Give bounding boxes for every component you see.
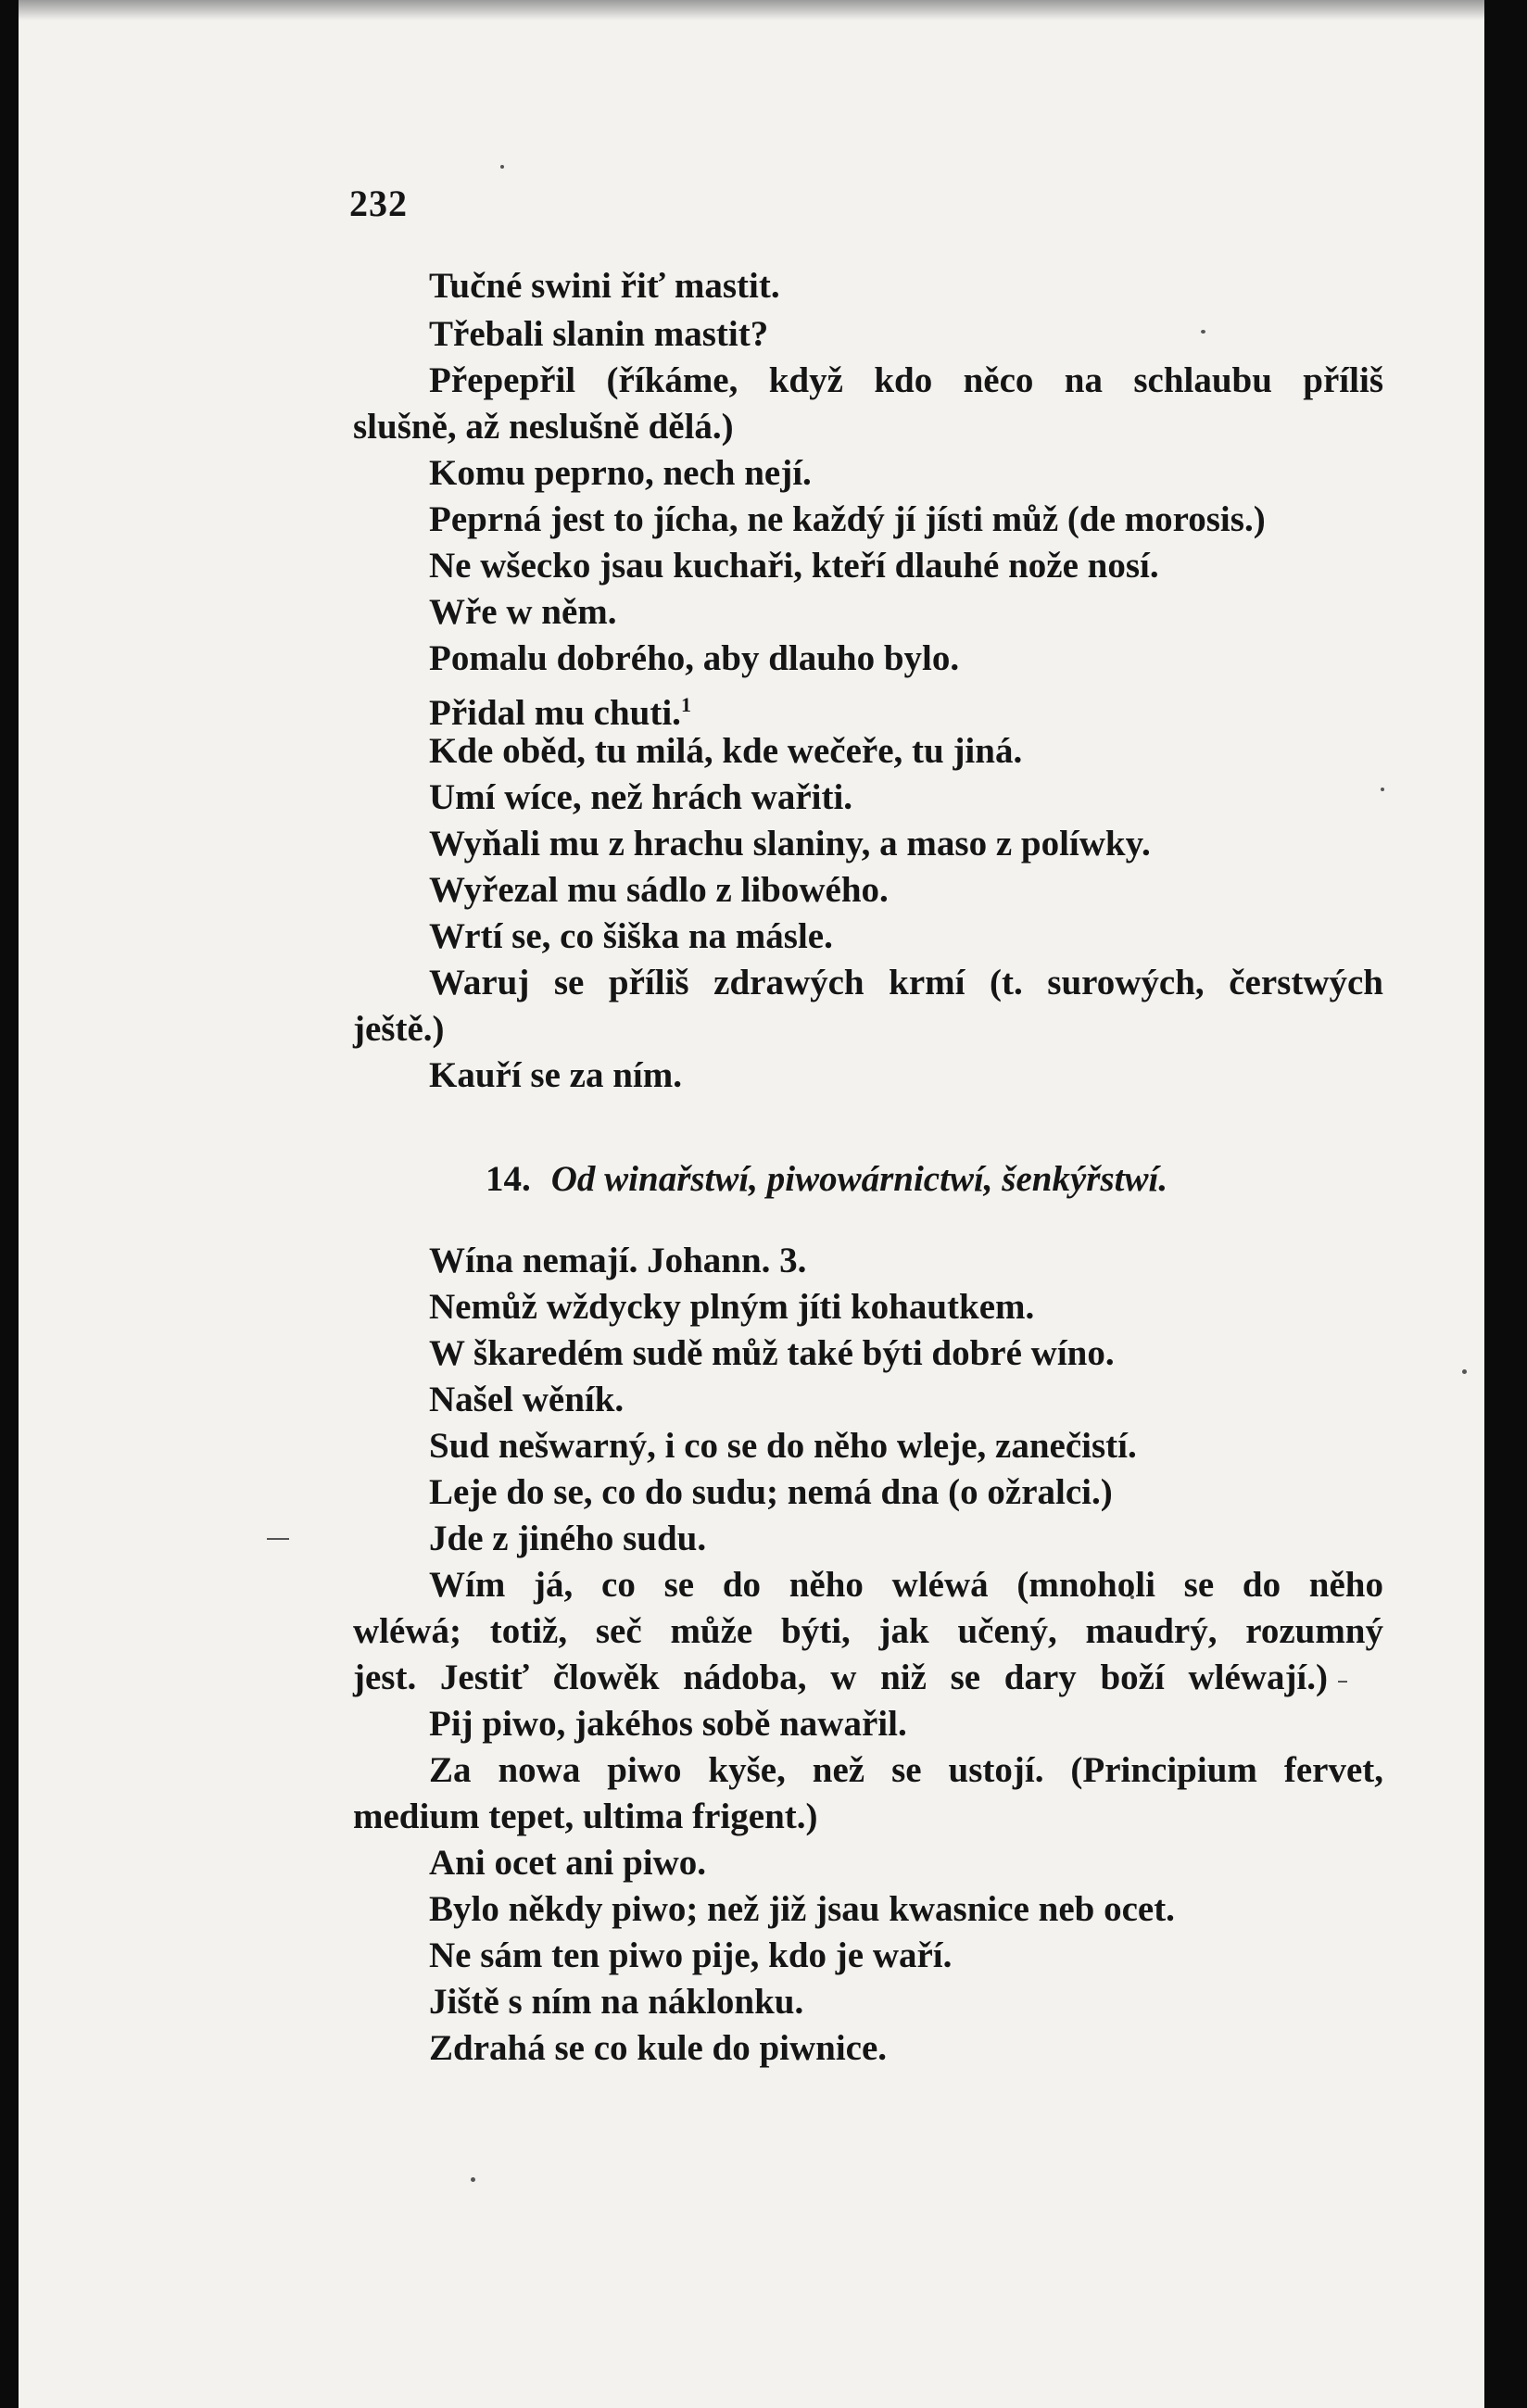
text-line: medium tepet, ultima frigent.) — [353, 1797, 818, 1836]
text-line: Wyřezal mu sádlo z libowého. — [429, 870, 889, 910]
text-line: Třebali slanin mastit? — [429, 314, 769, 354]
text-line: Za nowa piwo kyše, než se ustojí. (Principium fervet, — [429, 1750, 1383, 1790]
text-line: Umí wíce, než hrách wařiti. — [429, 777, 853, 817]
text-line: Bylo někdy piwo; než již jsau kwasnice neb ocet. — [429, 1889, 1175, 1929]
text-line: Pomalu dobrého, aby dlauho bylo. — [429, 638, 960, 678]
text-line: Leje do se, co do sudu; nemá dna (o ožralci.) — [429, 1472, 1113, 1512]
page-text — [19, 0, 1484, 2408]
text-line: Kauří se za ním. — [429, 1055, 682, 1095]
text-line: Ne wšecko jsau kuchaři, kteří dlauhé nože nosí. — [429, 546, 1159, 586]
text-line: ještě.) — [353, 1009, 445, 1049]
text-line: wléwá; totiž, seč může býti, jak učený, maudrý, rozumný — [353, 1611, 1383, 1651]
text-line: Přepepřil (říkáme, když kdo něco na schlaubu příliš — [429, 360, 1383, 400]
text-line: Wyňali mu z hrachu slaniny, a maso z políwky. — [429, 824, 1151, 864]
section-heading — [486, 1156, 1167, 1203]
text-line: Zdrahá se co kule do piwnice. — [429, 2028, 888, 2068]
page-number: 232 — [349, 183, 408, 224]
section-title: Od winařstwí, piwowárnictwí, šenkýřstwí. — [550, 1159, 1168, 1199]
text-line: slušně, až neslušně dělá.) — [353, 407, 734, 447]
text-line: Jiště s ním na náklonku. — [429, 1982, 804, 2022]
section-number: 14. — [486, 1159, 531, 1199]
text-line: Nemůž wždycky plným jíti kohautkem. — [429, 1287, 1035, 1327]
book-page — [19, 0, 1484, 2408]
text-line: Pij piwo, jakéhos sobě nawařil. — [429, 1704, 907, 1744]
text-line: Našel wěník. — [429, 1380, 625, 1419]
text-line: Wře w něm. — [429, 592, 617, 632]
text-line-body: Přidal mu chuti. — [429, 693, 681, 733]
text-line: Wím já, co se do něho wléwá (mnoholi se do něho — [429, 1565, 1383, 1605]
text-line: Komu peprno, nech nejí. — [429, 453, 812, 493]
text-line: Waruj se příliš zdrawých krmí (t. surowých, čerstwých — [429, 963, 1383, 1002]
text-line: Tučné swini řiť mastit. — [429, 266, 780, 306]
text-line: Kde oběd, tu milá, kde wečeře, tu jiná. — [429, 731, 1023, 771]
text-line: Ani ocet ani piwo. — [429, 1843, 707, 1883]
text-line: Wína nemají. Johann. 3. — [429, 1241, 807, 1280]
footnote-mark: 1 — [680, 693, 691, 716]
text-line: W škaredém sudě můž také býti dobré wíno. — [429, 1333, 1115, 1373]
text-line: Sud nešwarný, i co se do něho wleje, zanečistí. — [429, 1426, 1137, 1466]
text-line — [429, 682, 691, 733]
text-line: jest. Jestiť člowěk nádoba, w niž se dary boží wléwají.) — [353, 1658, 1328, 1697]
text-line: Peprná jest to jícha, ne každý jí jísti můž (de morosis.) — [429, 499, 1266, 539]
text-line: Jde z jiného sudu. — [429, 1519, 707, 1558]
text-line: Wrtí se, co šiška na másle. — [429, 916, 833, 956]
text-line: Ne sám ten piwo pije, kdo je waří. — [429, 1935, 953, 1975]
